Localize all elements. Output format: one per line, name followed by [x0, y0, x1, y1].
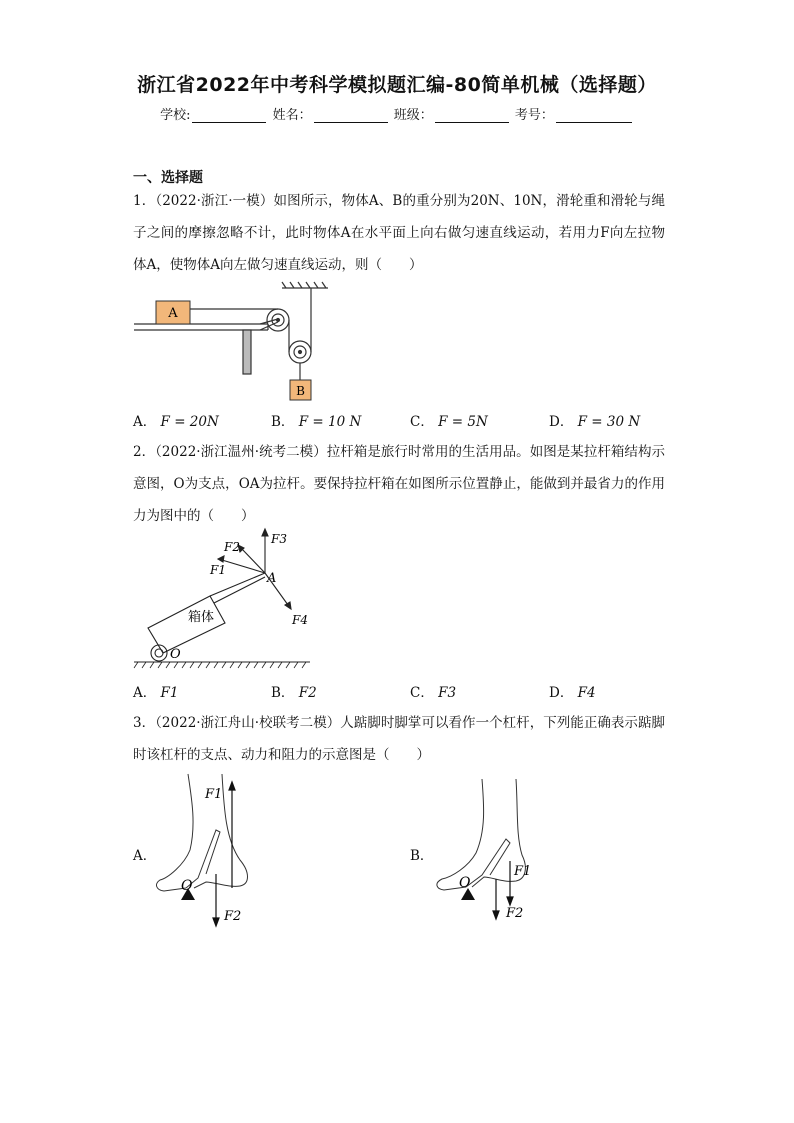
- name-blank[interactable]: [314, 108, 388, 123]
- force-f4-label: F4: [292, 613, 308, 627]
- pivot-label: O: [459, 875, 471, 891]
- force-f3-label: F3: [271, 532, 287, 546]
- force-f1-label: F1: [210, 563, 226, 577]
- option-d[interactable]: D． F4: [549, 685, 596, 701]
- question-2-text: 2．（2022·浙江温州·统考二模）拉杆箱是旅行时常用的生活用品。如图是某拉杆箱结构示意图，O为支点，OA为拉杆。要保持拉杆箱在如图所示位置静止，能做到并最省力的作用力为图中的（ ）: [133, 444, 665, 524]
- force-f2-label: F2: [224, 540, 240, 554]
- option-a[interactable]: A． F = 20N: [133, 414, 219, 430]
- point-a-label: A: [267, 571, 277, 586]
- force-f2-label: F2: [224, 909, 242, 924]
- question-2-figure: [130, 525, 320, 670]
- force-f1-label: F1: [514, 864, 532, 879]
- question-1-text: 1．（2022·浙江·一模）如图所示，物体A、B的重分别为20N、10N，滑轮重和滑轮与绳子之间的摩擦忽略不计，此时物体A在水平面上向右做匀速直线运动，若用力F向左拉物体A，使物体A向左做匀速直线运动，则（ ）: [133, 193, 665, 273]
- school-blank[interactable]: [192, 108, 266, 123]
- box-label: 箱体: [188, 610, 215, 625]
- option-b-foot-figure[interactable]: [430, 775, 540, 925]
- name-label: 姓名：: [272, 108, 312, 123]
- school-label: 学校:: [160, 108, 191, 123]
- force-f1-label: F1: [205, 787, 223, 802]
- block-b-label: B: [296, 384, 305, 398]
- class-label: 班级：: [393, 108, 433, 123]
- force-f2-label: F2: [506, 906, 524, 921]
- option-c[interactable]: C． F = 5N: [410, 414, 488, 430]
- block-a-label: A: [168, 306, 178, 321]
- pivot-label: O: [181, 878, 193, 894]
- student-info-line: [0, 104, 794, 123]
- question-1-figure: [130, 278, 350, 403]
- class-blank[interactable]: [435, 108, 509, 123]
- pivot-label: O: [170, 647, 181, 662]
- option-b-label[interactable]: B．: [410, 848, 434, 864]
- option-a-label[interactable]: A．: [133, 848, 157, 864]
- question-3-text: 3．（2022·浙江舟山·校联考二模）人踮脚时脚掌可以看作一个杠杆，下列能正确表示踮脚时该杠杆的支点、动力和阻力的示意图是（ ）: [133, 715, 665, 763]
- option-b[interactable]: B． F2: [271, 685, 317, 701]
- option-d[interactable]: D． F = 30 N: [549, 414, 641, 430]
- option-c[interactable]: C． F3: [410, 685, 457, 701]
- number-blank[interactable]: [556, 108, 632, 123]
- page-title: 浙江省2022年中考科学模拟题汇编-80简单机械（选择题）: [137, 74, 657, 96]
- section-title: 一、选择题: [133, 170, 203, 186]
- number-label: 考号：: [514, 108, 554, 123]
- option-b[interactable]: B． F = 10 N: [271, 414, 362, 430]
- option-a-foot-figure[interactable]: [150, 770, 260, 930]
- option-a[interactable]: A． F1: [133, 685, 179, 701]
